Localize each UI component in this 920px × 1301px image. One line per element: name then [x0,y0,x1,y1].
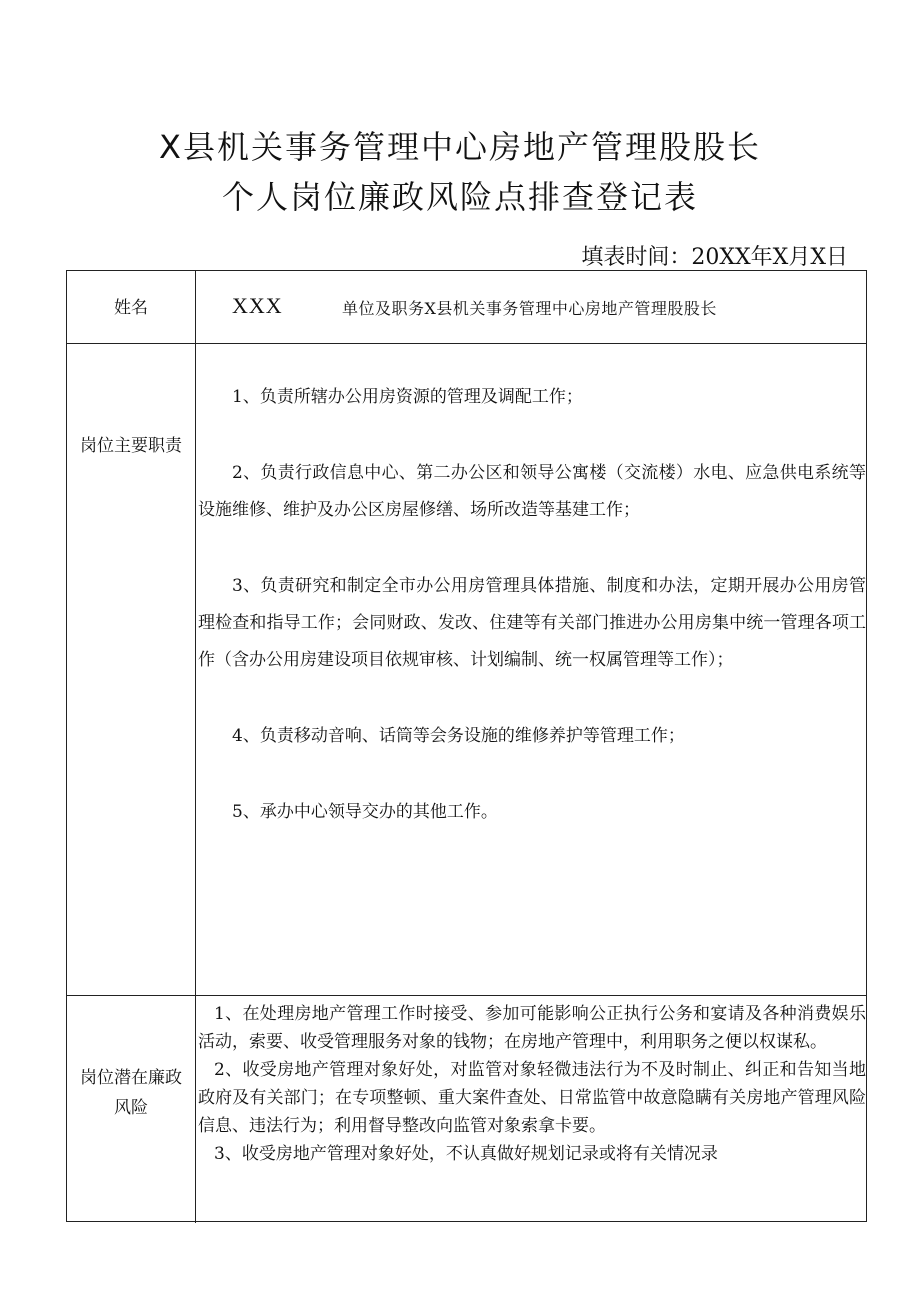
risk-item: 2、收受房地产管理对象好处，对监管对象轻微违法行为不及时制止、纠正和告知当地政府及有关部门；在专项整顿、重大案件查处、日常监管中故意隐瞒有关房地产管理风险信息、违法行为；利用督导整改向监管对象索拿卡要。 [198,1060,866,1136]
duties-label: 岗位主要职责 [80,436,182,456]
document-title-line2: 个人岗位廉政风险点排查登记表 [221,178,698,216]
document-title-line1: X县机关事务管理中心房地产管理股股长 [159,128,761,166]
duty-item: 2、负责行政信息中心、第二办公区和领导公寓楼（交流楼）水电、应急供电系统等设施维修、维护及办公区房屋修缮、场所改造等基建工作； [198,463,866,520]
risk-item: 3、收受房地产管理对象好处，不认真做好规划记录或将有关情况录 [214,1144,718,1164]
risks-label: 岗位潜在廉政风险 [80,1068,182,1118]
risks-list [198,1000,866,1222]
duty-item: 4、负责移动音响、话筒等会务设施的维修养护等管理工作； [232,726,685,746]
duty-item: 3、负责研究和制定全市办公用房管理具体措施、制度和办法，定期开展办公用房管理检查和指导工作；会同财政、发改、住建等有关部门推进办公用房集中统一管理各项工作（含办公用房建设项目依规审核、计划编制、统一权属管理等工作）； [198,576,866,670]
risk-item: 1、在处理房地产管理工作时接受、参加可能影响公正执行公务和宴请及各种消费娱乐活动，索要、收受管理服务对象的钱物；在房地产管理中，利用职务之便以权谋私。 [198,1004,866,1052]
name-label: 姓名 [114,298,148,318]
duty-item: 5、承办中心领导交办的其他工作。 [232,802,498,822]
name-value: XXX [232,293,283,318]
row-divider [67,995,866,996]
unit-position: 单位及职务X县机关事务管理中心房地产管理股股长 [342,299,717,318]
duty-item: 1、负责所辖办公用房资源的管理及调配工作； [232,387,583,407]
fill-date: 填表时间：20XX年X月X日 [581,245,848,270]
row-divider [67,343,866,344]
column-divider [195,271,196,1223]
register-table [66,270,867,1222]
duties-list [198,379,866,870]
